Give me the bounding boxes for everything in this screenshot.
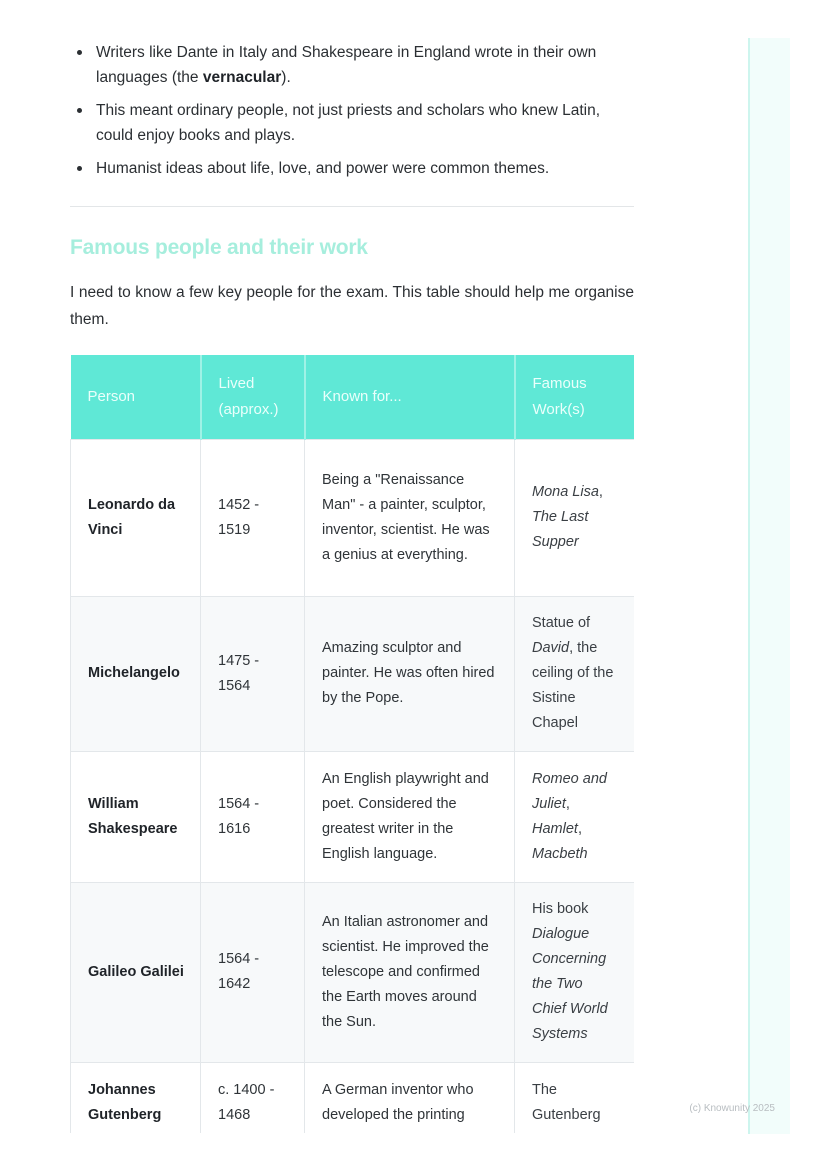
cell-known-for: Being a "Renaissance Man" - a painter, sculptor, inventor, scientist. He was a genius at everything. xyxy=(305,439,515,596)
work-title: David xyxy=(532,640,570,656)
table-row xyxy=(71,751,635,882)
bullet-item: Humanist ideas about life, love, and power were common themes. xyxy=(70,156,634,181)
cell-famous-works xyxy=(515,882,635,1062)
work-title: Hamlet xyxy=(532,820,578,837)
cell-known-for: An Italian astronomer and scientist. He improved the telescope and confirmed the Earth moves around the Sun. xyxy=(305,882,515,1062)
work-text: , the ceiling of the Sistine Chapel xyxy=(532,640,614,731)
cell-lived: 1475 - 1564 xyxy=(201,596,305,751)
table-row xyxy=(71,439,635,596)
cell-lived: c. 1400 - 1468 xyxy=(201,1062,305,1133)
work-title: Romeo and Juliet xyxy=(532,770,607,812)
bullet-item: This meant ordinary people, not just priests and scholars who knew Latin, could enjoy books and plays. xyxy=(70,98,634,148)
section-title: Famous people and their work xyxy=(70,236,368,259)
work-title: Dialogue Concerning the Two Chief World Systems xyxy=(532,926,608,1042)
cell-famous-works xyxy=(515,439,635,596)
header-person: Person xyxy=(71,355,201,439)
cell-famous-works xyxy=(515,751,635,882)
work-text: Statue of xyxy=(532,615,591,631)
cell-person: Johannes Gutenberg xyxy=(71,1062,201,1133)
bullet-list xyxy=(70,40,634,181)
people-table-container xyxy=(70,355,634,1133)
cell-person: Michelangelo xyxy=(71,596,201,751)
table-row xyxy=(71,1062,635,1133)
cell-person: Galileo Galilei xyxy=(71,882,201,1062)
document-content xyxy=(70,40,634,333)
cell-person: Leonardo da Vinci xyxy=(71,439,201,596)
people-table xyxy=(70,355,634,1133)
cell-famous-works xyxy=(515,1062,635,1133)
table-row xyxy=(71,596,635,751)
cell-person: William Shakespeare xyxy=(71,751,201,882)
cell-lived: 1452 - 1519 xyxy=(201,439,305,596)
cell-known-for: An English playwright and poet. Considered the greatest writer in the English language. xyxy=(305,751,515,882)
cell-lived: 1564 - 1642 xyxy=(201,882,305,1062)
cell-famous-works xyxy=(515,596,635,751)
work-title: The Last Supper xyxy=(532,509,589,550)
work-text: , xyxy=(598,484,603,500)
work-text: , xyxy=(565,795,570,812)
cell-known-for: A German inventor who developed the printing xyxy=(305,1062,515,1133)
copyright-notice: (c) Knowunity 2025 xyxy=(689,1103,775,1114)
section-intro: I need to know a few key people for the exam. This table should help me organise them. xyxy=(70,284,634,328)
work-text: , xyxy=(577,820,582,837)
work-title: Macbeth xyxy=(532,845,588,862)
work-text: The Gutenberg xyxy=(532,1081,601,1123)
section-divider xyxy=(70,206,634,207)
bullet-item: Writers like Dante in Italy and Shakespeare in England wrote in their own languages (the vernacular). xyxy=(70,40,634,90)
cell-known-for: Amazing sculptor and painter. He was often hired by the Pope. xyxy=(305,596,515,751)
header-known-for: Known for... xyxy=(305,355,515,439)
page-side-rail xyxy=(748,38,790,1134)
table-header-row xyxy=(71,355,635,439)
table-row xyxy=(71,882,635,1062)
header-famous-works: Famous Work(s) xyxy=(515,355,635,439)
header-lived: Lived (approx.) xyxy=(201,355,305,439)
cell-lived: 1564 - 1616 xyxy=(201,751,305,882)
work-title: Mona Lisa xyxy=(532,484,599,500)
work-text: His book xyxy=(532,901,589,917)
